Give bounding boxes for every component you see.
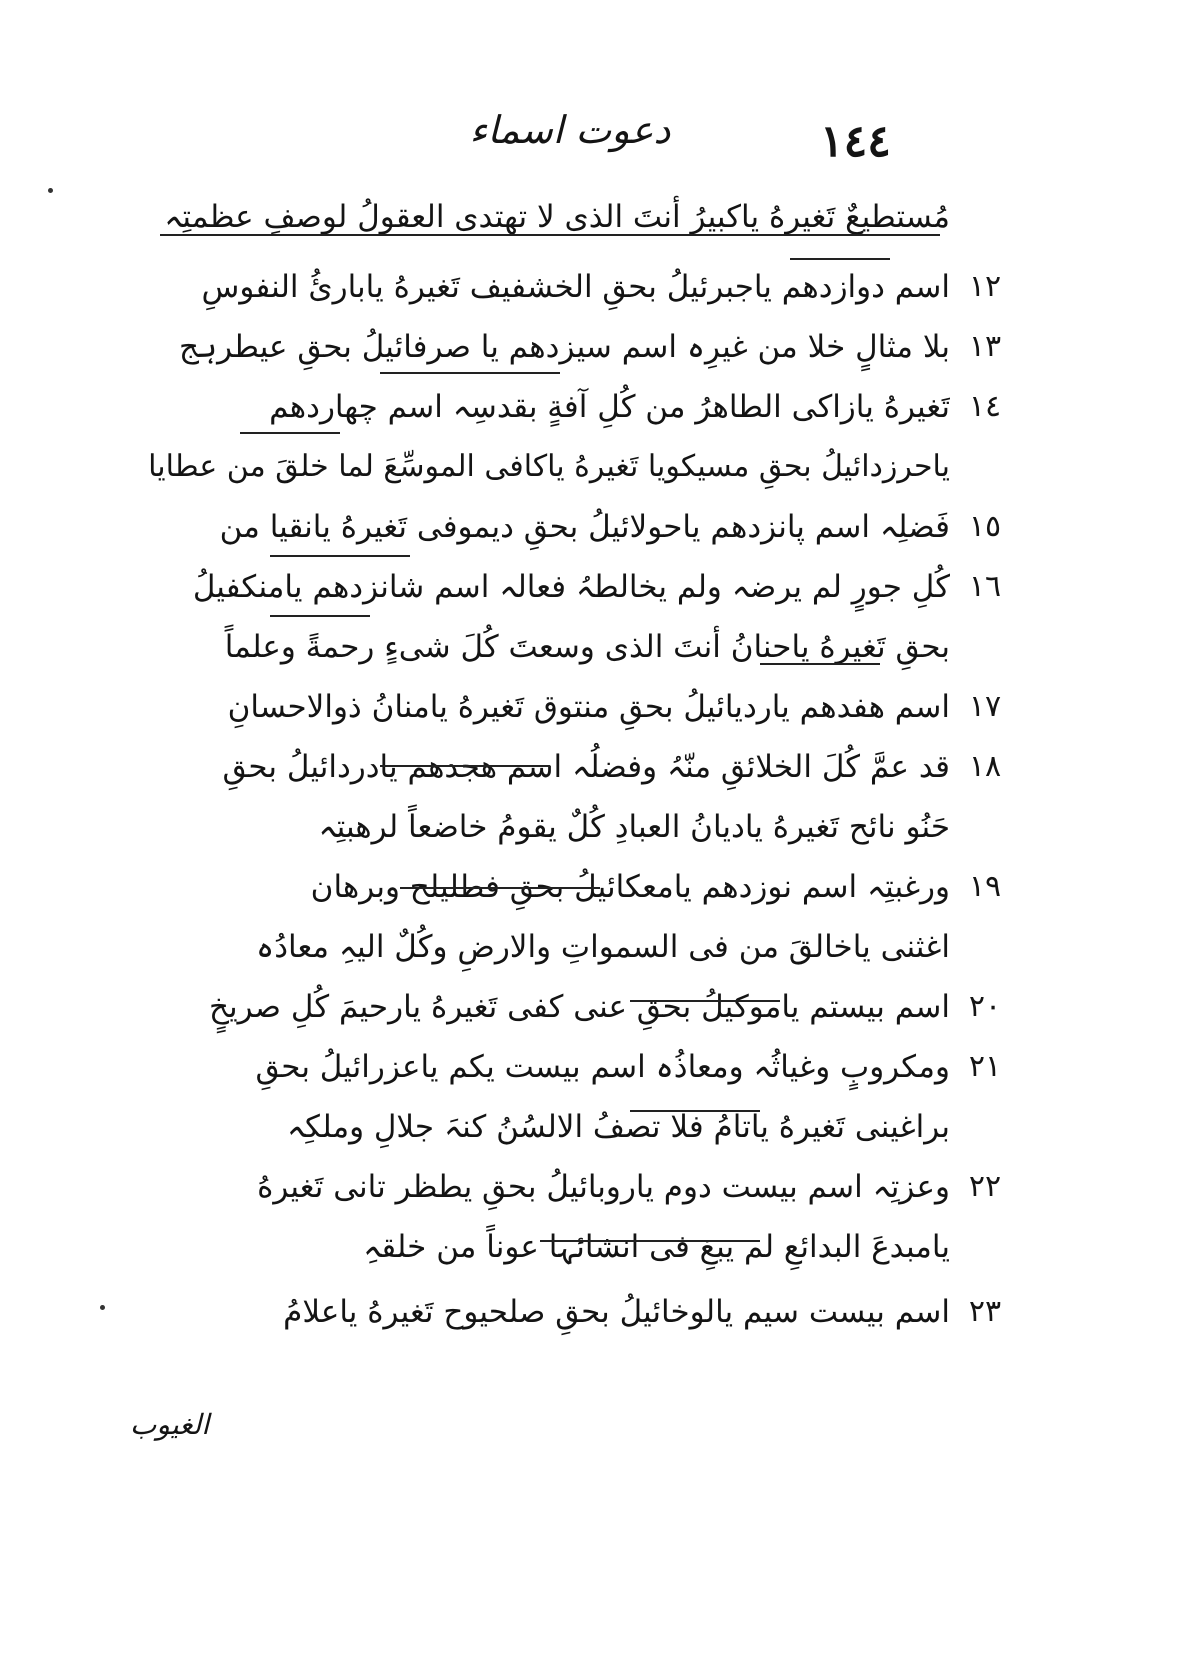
footnote-catchword: الغیوب — [130, 1408, 210, 1441]
line-number: ٢١ — [968, 1049, 1002, 1084]
manuscript-line-text: یامبدعَ البدائعِ لم یبغِ فی انشائہا عوناً من خلقہِ — [363, 1229, 950, 1265]
manuscript-line — [130, 1220, 950, 1274]
scan-speck — [100, 1305, 105, 1310]
overline-mark — [270, 615, 370, 617]
manuscript-line-text: مُستطیعٌ تَغیرهُ یاکبیرُ أنتَ الذی لا تهتدی العقولُ لوصفِ عظمتِہ — [164, 199, 950, 235]
manuscript-line — [130, 440, 950, 494]
overline-mark — [380, 372, 560, 374]
manuscript-line-text: ومکروبٍ وغیاثُہ ومعاذُہ اسم بیست یکم یاعزرائیلُ بحقِ — [255, 1049, 950, 1085]
manuscript-line-text: اسم بیستم یاموکیلُ بحقِ عنی کفی تَغیرهُ یارحیمَ کُلِ صریخٍ — [208, 989, 950, 1025]
line-number — [950, 1100, 1020, 1154]
line-number — [950, 620, 1020, 674]
manuscript-line — [130, 620, 950, 674]
manuscript-line-text: فَضلِہ اسم پانزدهم یاحولائیلُ بحقِ دیموفی تَغیرهُ یانقیا من — [219, 509, 950, 545]
manuscript-line-text: ورغبتِہ اسم نوزدهم یامعکائیلُ بحقِ فطلیلح وبرهان — [310, 869, 950, 905]
manuscript-line — [130, 740, 950, 794]
manuscript-line-text: اسم دوازدهم یاجبرئیلُ بحقِ الخشفیف تَغیرهُ یابارئُ النفوسِ — [201, 269, 950, 305]
manuscript-line-text: اسم هفدهم یاردیائیلُ بحقِ منتوق تَغیرهُ یامنانُ ذوالاحسانِ — [227, 689, 950, 725]
overline-mark — [240, 432, 340, 434]
manuscript-line-text: بحقِ تَغیرهُ یاحنانُ أنتَ الذی وسعتَ کُلَ شیءٍ رحمةً وعلماً — [224, 629, 950, 665]
line-number: ١٨ — [968, 749, 1002, 784]
manuscript-line-text: اسم بیست سیم یالوخائیلُ بحقِ صلحیوح تَغیرهُ یاعلامُ — [283, 1294, 950, 1330]
line-number: ١٩ — [968, 869, 1002, 904]
line-number: ٢٣ — [968, 1294, 1002, 1329]
line-number: ١٧ — [968, 689, 1002, 724]
line-number: ١٢ — [968, 269, 1002, 304]
manuscript-line-text: اغثنی یاخالقَ من فی السمواتِ والارضِ وکُلٌ الیہِ معادُہ — [256, 929, 950, 965]
line-number: ١٣ — [968, 329, 1002, 364]
manuscript-line — [130, 320, 950, 374]
manuscript-line — [130, 1285, 950, 1339]
overline-mark — [540, 1240, 760, 1242]
manuscript-line-text: کُلِ جورٍ لم یرضہ ولم یخالطہُ فعالہ اسم شانزدهم یامنکفیلُ — [192, 569, 950, 605]
manuscript-line-text: براغینی تَغیرهُ یاتامُ فلا تصفُ الالسُنُ کنہَ جلالِ وملکِہ — [286, 1109, 950, 1145]
manuscript-line — [130, 1160, 950, 1214]
manuscript-line — [130, 680, 950, 734]
line-number: ٢٢ — [968, 1169, 1002, 1204]
line-number — [950, 190, 1020, 244]
manuscript-line — [130, 500, 950, 554]
line-number: ١٤ — [968, 389, 1002, 424]
manuscript-line — [130, 560, 950, 614]
overline-mark — [630, 1110, 760, 1112]
manuscript-line-text: بلا مثالٍ خلا من غیرِہ اسم سیزدهم یا صرفائیلُ بحقِ عیطرہج — [178, 329, 950, 365]
line-number — [950, 920, 1020, 974]
manuscript-line-text: حَنُو نائح تَغیرهُ یادیانُ العبادِ کُلٌ یقومُ خاضعاً لرهبتِہ — [318, 809, 950, 845]
overline-mark — [380, 765, 550, 767]
manuscript-line — [130, 1100, 950, 1154]
overline-mark — [270, 555, 410, 557]
manuscript-line — [130, 1040, 950, 1094]
overline-mark — [760, 663, 880, 665]
overline-mark — [630, 1000, 780, 1002]
manuscript-line — [130, 920, 950, 974]
manuscript-line-text: وعزتِہ اسم بیست دوم یاروبائیلُ بحقِ یطظر تانی تَغیرهُ — [257, 1169, 950, 1205]
line-number — [950, 1220, 1020, 1274]
manuscript-line — [130, 380, 950, 434]
line-number — [950, 440, 1020, 494]
manuscript-line — [130, 260, 950, 314]
underline-mark — [160, 234, 940, 236]
manuscript-line — [130, 800, 950, 854]
line-number — [950, 800, 1020, 854]
overline-mark — [790, 258, 890, 260]
manuscript-line — [130, 980, 950, 1034]
manuscript-line-text: یاحرزدائیلُ بحقِ مسیکویا تَغیرهُ یاکافی الموسِّعَ لما خلقَ من عطایا — [148, 449, 950, 484]
page-header-title: دعوت اسماء — [469, 108, 671, 152]
page-number: ١٤٤ — [820, 116, 891, 167]
overline-mark — [400, 887, 600, 889]
scan-speck — [48, 188, 53, 193]
line-number: ٢٠ — [968, 989, 1002, 1024]
manuscript-line-text: قد عمَّ کُلَ الخلائقِ منّہُ وفضلُہ اسم هجدهم یادردائیلُ بحقِ — [222, 749, 950, 785]
line-number: ١٦ — [968, 569, 1002, 604]
line-number: ١٥ — [968, 509, 1002, 544]
manuscript-line-text: تَغیرهُ یازاکی الطاهرُ من کُلِ آفةٍ بقدسِہ اسم چهاردهم — [269, 389, 950, 425]
